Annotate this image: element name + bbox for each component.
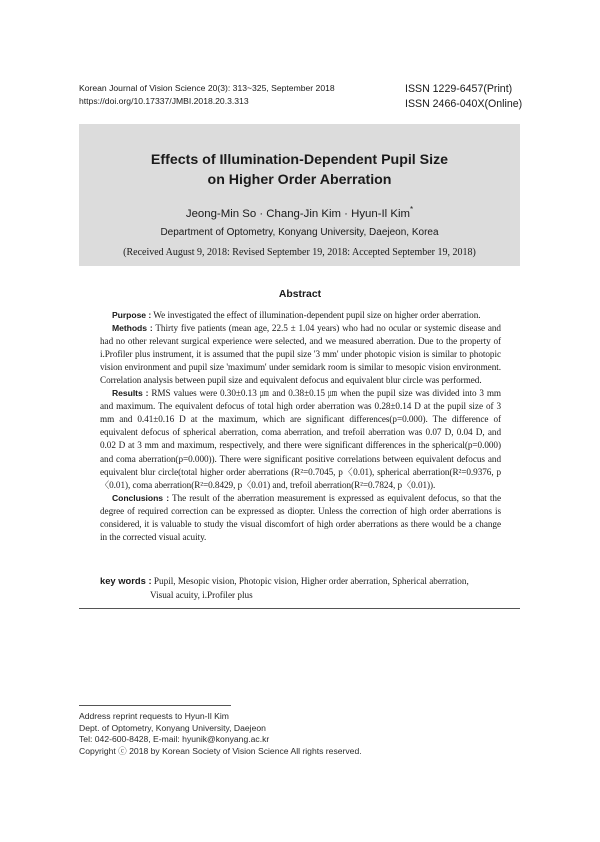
paper-title: [79, 150, 520, 190]
title-box: [79, 124, 520, 266]
issn-online: ISSN 2466-040X(Online): [405, 98, 523, 110]
abstract-conclusions: [100, 492, 501, 544]
doi-link[interactable]: https://doi.org/10.17337/JMBI.2018.20.3.313: [79, 96, 249, 106]
footnote-divider: [79, 705, 231, 706]
abstract-purpose: [100, 309, 501, 322]
purpose-label: Purpose :: [112, 310, 152, 320]
paper-title-line1: Effects of Illumination-Dependent Pupil Size: [150, 152, 449, 168]
issn-block: [405, 82, 522, 112]
footnote: [79, 711, 362, 757]
journal-header: [79, 82, 335, 108]
footnote-contact: Tel: 042-600-8428, E-mail: hyunik@konyang.ac.kr: [79, 734, 270, 745]
corresponding-author-mark: *: [409, 205, 414, 214]
abstract-methods: [100, 322, 501, 387]
keywords-line2: Visual acuity, i.Profiler plus: [150, 589, 253, 600]
abstract-results: [100, 387, 501, 491]
keywords-label: key words :: [100, 575, 152, 586]
purpose-text: We investigated the effect of illumination-dependent pupil size on higher order aberration.: [153, 310, 481, 320]
methods-text: Thirty five patients (mean age, 22.5 ± 1.04 years) who had no ocular or systemic disease and had no other relevant surgical experience were selected, and we measured aberration. Due to the property of i.Profiler plus instrument, it is assumed that the pupil size '3 mm' under photopic vision is similar to photopic vision environment and pupil size 'maximum' under semidark room is similar to mesopic vision environment. Correlation analysis between pupil size and equivalent defocus and equivalent blur circle was performed.: [100, 323, 501, 386]
footnote-copyright: Copyright ⓒ 2018 by Korean Society of Vision Science All rights reserved.: [79, 745, 362, 756]
keywords: [100, 574, 501, 602]
results-label: Results :: [112, 388, 149, 399]
results-text: RMS values were 0.30±0.13 ㎛ and 0.38±0.15 ㎛ when the pupil size was divided into 3 mm and maximum. The equivalent defocus of total high order aberration was 0.28±0.14 D at the pupil size of 3 mm and 0.41±0.16 D at the maximum, which are significant differences(p=0.000). The difference of equivalent defocus of spherical aberration, coma aberration, and trefoil aberration was 0.07 D, 0.04 D, and 0.02 D at 3 mm and maximum, respectively, and there were significant differences in the spherical(p=0.000) and coma aberration(p=0.000)). There were significant positive correlations between equivalent defocus and equivalent blur circle(total higher order aberrations (R²=0.7045, p〈0.01), spherical aberration(R²=0.9376, p〈0.01), coma aberration(R²=0.8429, p〈0.01) and, trefoil aberration(R²=0.7824, p〈0.01)).: [100, 388, 502, 490]
methods-label: Methods :: [112, 323, 153, 334]
paper-title-line2: on Higher Order Aberration: [207, 172, 392, 188]
conclusions-label: Conclusions :: [112, 492, 170, 503]
footnote-dept: Dept. of Optometry, Konyang University, Daejeon: [79, 722, 266, 733]
received-dates: (Received August 9, 2018: Revised September 19, 2018: Accepted September 19, 2018): [123, 246, 476, 258]
affiliation: Department of Optometry, Konyang University, Daejeon, Korea: [160, 226, 439, 238]
keywords-line1: Pupil, Mesopic vision, Photopic vision, Higher order aberration, Spherical aberration,: [153, 576, 469, 586]
author-list: [79, 202, 520, 222]
conclusions-text: The result of the aberration measurement is expressed as equivalent defocus, so that the degree of required correction can be expressed as diopter. Unless the correction of high order aberrations is considered, it is valuable to study the visual discomfort of high order aberrations as there would be a change in the corrected visual acuity.: [100, 492, 501, 542]
author-names: Jeong-Min So · Chang-Jin Kim · Hyun-Il Kim: [185, 207, 410, 220]
section-divider: [79, 608, 520, 609]
journal-citation: Korean Journal of Vision Science 20(3): 313~325, September 2018: [79, 83, 335, 93]
footnote-reprint: Address reprint requests to Hyun-Il Kim: [79, 711, 229, 721]
abstract-heading: Abstract: [278, 289, 322, 300]
issn-print: ISSN 1229-6457(Print): [405, 83, 513, 95]
abstract-body: [100, 309, 501, 544]
